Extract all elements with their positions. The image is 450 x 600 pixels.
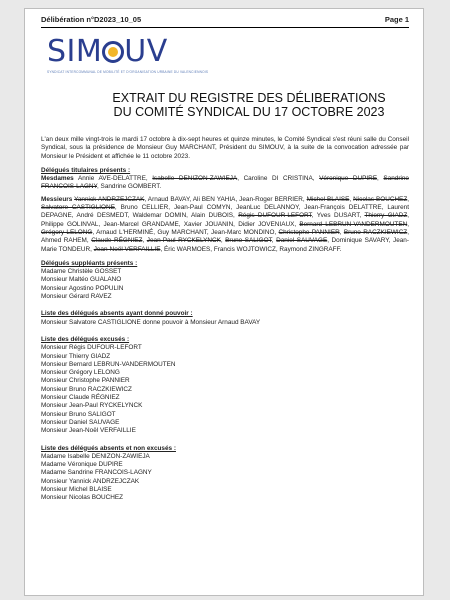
struck-name: Régis DUFOUR-LEFORT (238, 212, 312, 220)
struck-name: Véronique DUPIRE (319, 175, 378, 183)
section-heading: Délégués suppléants présents : (41, 259, 138, 267)
list-item: Monsieur Jean-Noël VERFAILLIE (41, 427, 136, 435)
list-item: Madame Christèle GOSSET (41, 268, 122, 276)
struck-name: Nicolas BOUCHEZ (353, 195, 408, 203)
document-title (85, 91, 413, 119)
struck-name: Grégory LELONG (41, 228, 93, 236)
suppleants-list (41, 268, 409, 301)
list-item: Monsieur Maltéo GUALANO (41, 276, 122, 284)
struck-name: Daniel SAUVAGE (276, 237, 328, 245)
struck-name: Sandrine FRANCOIS-LAGNY (41, 175, 409, 191)
name-run: , Éric WARMOES, Francis WOJTOWICZ, Raymond ZINGRAFF. (160, 245, 342, 253)
name-run: , Caroline DI CRISTINA, (237, 175, 320, 183)
page-header (41, 15, 409, 28)
struck-name: Yannick ANDRZEJCZAK (74, 195, 145, 203)
name-run: , (377, 175, 384, 183)
page-number: Page 1 (384, 15, 409, 24)
mesdames-label: Mesdames (41, 175, 74, 183)
list-item: Monsieur Jean-Paul RYCKELYNCK (41, 402, 143, 410)
section-titulaires (41, 167, 409, 254)
simouv-logo (47, 34, 209, 87)
name-run: , Arnaud L'HERMINÉ, Guy MARCHANT, Jean-Marc MONDINO, (92, 228, 279, 236)
list-item: Monsieur Yannick ANDRZEJCZAK (41, 477, 140, 485)
section-heading: Liste des délégués absents et non excusés : (41, 444, 176, 452)
name-run: , Bruno CELLIER, Jean-Paul COMYN, JeanLuc DELANNOY, Jean-François DELATTRE, Laurent DEPAGNE, André DESMEDT, Waldemar DOMIN, Alain DUBOIS, (41, 204, 409, 220)
messieurs-list (41, 196, 409, 254)
document-page (24, 8, 424, 596)
pouvoir-list (41, 319, 409, 327)
list-item: Madame Véronique DUPIRE (41, 461, 123, 469)
mesdames-names (41, 175, 409, 190)
section-suppleants (41, 260, 409, 301)
excuses-list (41, 344, 409, 435)
logo-o-mark (102, 41, 124, 63)
section-heading: Liste des délégués absents ayant donné pouvoir : (41, 310, 193, 318)
list-item: Monsieur Nicolas BOUCHEZ (41, 494, 124, 502)
section-heading: Liste des délégués excusés : (41, 335, 130, 343)
list-item: Monsieur Bruno SALIGOT (41, 410, 116, 418)
deliberation-ref: Délibération n°D2023_10_05 (41, 15, 142, 24)
name-run: , Philippe GOLINVAL, Jean-Marcel GRANDAME, Xavier JOUANIN, Didier JOVENIAUX, (41, 212, 410, 228)
messieurs-label: Messieurs (41, 195, 73, 203)
struck-name: Thierry GIADZ (364, 212, 408, 220)
struck-name: Michel BLAISE (306, 195, 350, 203)
name-run: , Arnaud BAVAY, Ali BEN YAHIA, Jean-Roger BERRIER, (144, 195, 307, 203)
list-item: Monsieur Salvatore CASTIGLIONE donne pouvoir à Monsieur Arnaud BAVAY (41, 318, 261, 326)
name-run: , Yves DUSART, (311, 212, 365, 220)
struck-name: Bernard LEBRUN-VANDERMOUTEN (299, 220, 408, 228)
struck-name: Bruno SALIGOT (225, 237, 272, 245)
struck-name: Claude RÉGNIEZ (91, 237, 143, 245)
logo-tagline: SYNDICAT INTERCOMMUNAL DE MOBILITÉ ET D'ORGANISATION URBAINE DU VALENCIENNOIS (47, 70, 209, 74)
non-excuses-list (41, 453, 409, 503)
list-item: Monsieur Thierry GIADZ (41, 352, 111, 360)
struck-name: Jean-Paul RYCKELYNCK (146, 237, 221, 245)
struck-name: Christophe PANNIER (278, 228, 340, 236)
struck-name: Isabelle DENIZON-ZAWIEJA (152, 175, 238, 183)
list-item: Monsieur Bruno RACZKIEWICZ (41, 385, 132, 393)
name-run: , Sandrine GOMBERT. (97, 183, 162, 191)
list-item: Monsieur Daniel SAUVAGE (41, 418, 120, 426)
name-run: , (349, 195, 354, 203)
mesdames-list (41, 175, 409, 192)
list-item: Monsieur Régis DUFOUR-LEFORT (41, 344, 142, 352)
name-run: , Ahmed RAHEM, (41, 228, 409, 245)
name-run: Annie AVE-DELATTRE, (77, 175, 153, 183)
section-heading: Délégués titulaires présents : (41, 166, 131, 174)
section-excuses (41, 336, 409, 436)
list-item: Monsieur Gérard RAVEZ (41, 293, 112, 301)
name-run: , (407, 220, 409, 228)
list-item: Madame Isabelle DENIZON-ZAWIEJA (41, 452, 150, 460)
list-item: Monsieur Bernard LEBRUN-VANDERMOUTEN (41, 360, 176, 368)
struck-name: Salvatore CASTIGLIONE (41, 204, 115, 212)
intro-paragraph: L'an deux mille vingt-trois le mardi 17 octobre à dix-sept heures et quinze minutes, le Comité Syndical s'est réuni salle du Conseil Syndical, sous la présidence de Monsieur Guy MARCHANT, Président du SIMOUV, à la suite de la convocation adressée par Monsieur le Président et affichée le 11 octobre 2023. (41, 136, 409, 160)
list-item: Monsieur Michel BLAISE (41, 485, 112, 493)
list-item: Monsieur Grégory LELONG (41, 369, 120, 377)
logo-wordmark: SIM UV (47, 34, 168, 69)
struck-name: Bruno RACZKIEWICZ (343, 228, 408, 236)
title-line-1: EXTRAIT DU REGISTRE DES DÉLIBERATIONS (112, 91, 386, 105)
name-run: , (271, 237, 277, 245)
title-line-2: DU COMITÉ SYNDICAL DU 17 OCTOBRE 2023 (113, 105, 385, 119)
name-run: , Dominique SAVARY, Jean-Marie TONDEUR, (41, 237, 409, 253)
name-run: , (220, 237, 226, 245)
section-pouvoir (41, 310, 409, 327)
list-item: Monsieur Claude RÉGNIEZ (41, 394, 120, 402)
name-run: , (142, 237, 147, 245)
list-item: Madame Sandrine FRANCOIS-LAGNY (41, 469, 152, 477)
name-run: , (407, 195, 410, 203)
messieurs-names (41, 196, 409, 253)
document-body (41, 136, 409, 503)
list-item: Monsieur Christophe PANNIER (41, 377, 130, 385)
section-non-excuses (41, 445, 409, 503)
list-item: Monsieur Agostino POPULIN (41, 284, 124, 292)
name-run: , (339, 228, 344, 236)
struck-name: Jean-Noël VERFAILLIE (93, 245, 161, 253)
